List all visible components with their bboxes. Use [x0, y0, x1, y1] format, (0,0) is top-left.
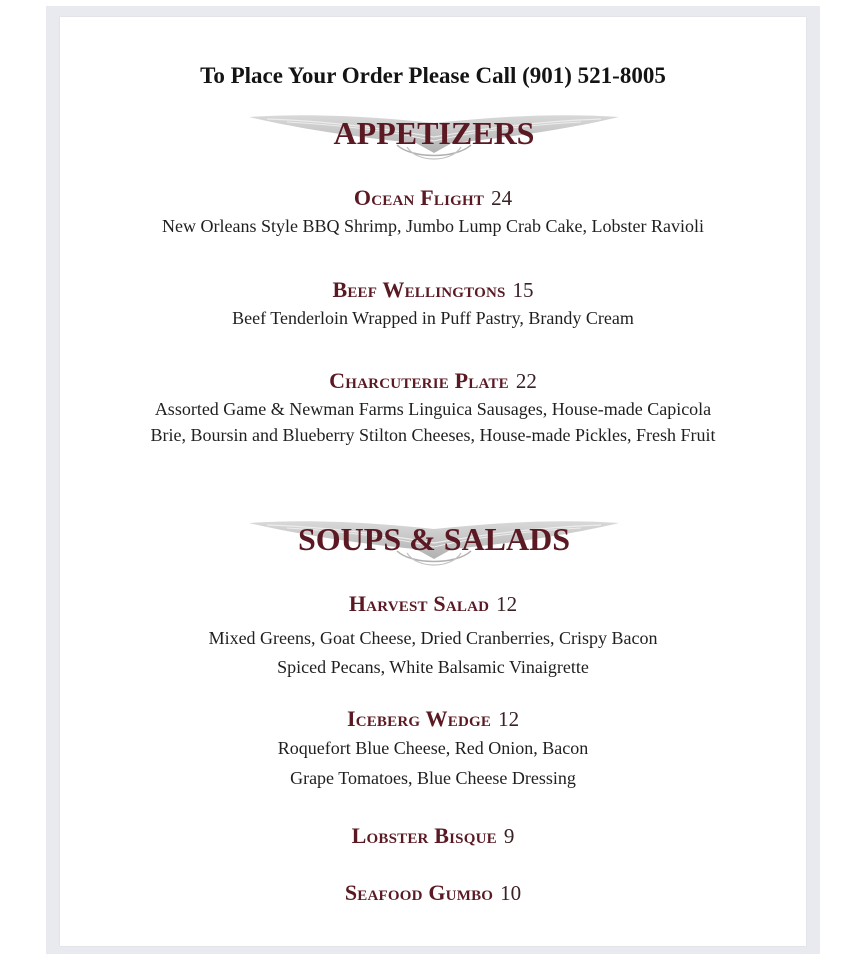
section-title: SOUPS & SALADS	[297, 521, 571, 557]
item-price: 12	[498, 707, 520, 731]
item-price: 10	[500, 881, 522, 905]
menu-item-seafood-gumbo	[60, 880, 806, 906]
menu-item-charcuterie-plate	[60, 368, 806, 394]
section-header-appetizers	[247, 107, 621, 163]
item-description: Beef Tenderloin Wrapped in Puff Pastry, Brandy Cream	[232, 308, 634, 328]
menu-item-ocean-flight	[60, 185, 806, 211]
item-name: Ocean Flight	[353, 185, 485, 210]
item-description: Roquefort Blue Cheese, Red Onion, Bacon	[277, 738, 589, 758]
section-header-soups-salads	[247, 513, 621, 569]
menu-item-lobster-bisque	[60, 823, 806, 849]
item-price: 12	[496, 592, 518, 616]
item-name: Lobster Bisque	[351, 823, 497, 848]
item-name: Beef Wellingtons	[332, 277, 506, 302]
menu-item-iceberg-wedge	[60, 706, 806, 732]
item-description: New Orleans Style BBQ Shrimp, Jumbo Lump Crab Cake, Lobster Ravioli	[162, 216, 704, 236]
item-name: Harvest Salad	[348, 591, 490, 616]
section-title: APPETIZERS	[333, 115, 535, 151]
item-price: 9	[503, 824, 515, 848]
item-name: Charcuterie Plate	[329, 368, 509, 393]
item-description: Spiced Pecans, White Balsamic Vinaigrette	[277, 657, 589, 677]
item-description: Mixed Greens, Goat Cheese, Dried Cranberries, Crispy Bacon	[208, 628, 658, 648]
menu-page	[60, 17, 806, 946]
item-name: Seafood Gumbo	[344, 880, 494, 905]
menu-item-beef-wellingtons	[60, 277, 806, 303]
item-price: 15	[512, 278, 534, 302]
item-price: 24	[491, 186, 513, 210]
item-name: Iceberg Wedge	[346, 706, 492, 731]
menu-item-harvest-salad	[60, 591, 806, 617]
item-description: Assorted Game & Newman Farms Linguica Sausages, House-made Capicola	[154, 399, 712, 419]
item-description: Brie, Boursin and Blueberry Stilton Cheeses, House-made Pickles, Fresh Fruit	[150, 425, 716, 445]
order-phone-line: To Place Your Order Please Call (901) 521-8005	[200, 63, 666, 88]
item-description: Grape Tomatoes, Blue Cheese Dressing	[290, 768, 576, 788]
item-price: 22	[515, 369, 537, 393]
